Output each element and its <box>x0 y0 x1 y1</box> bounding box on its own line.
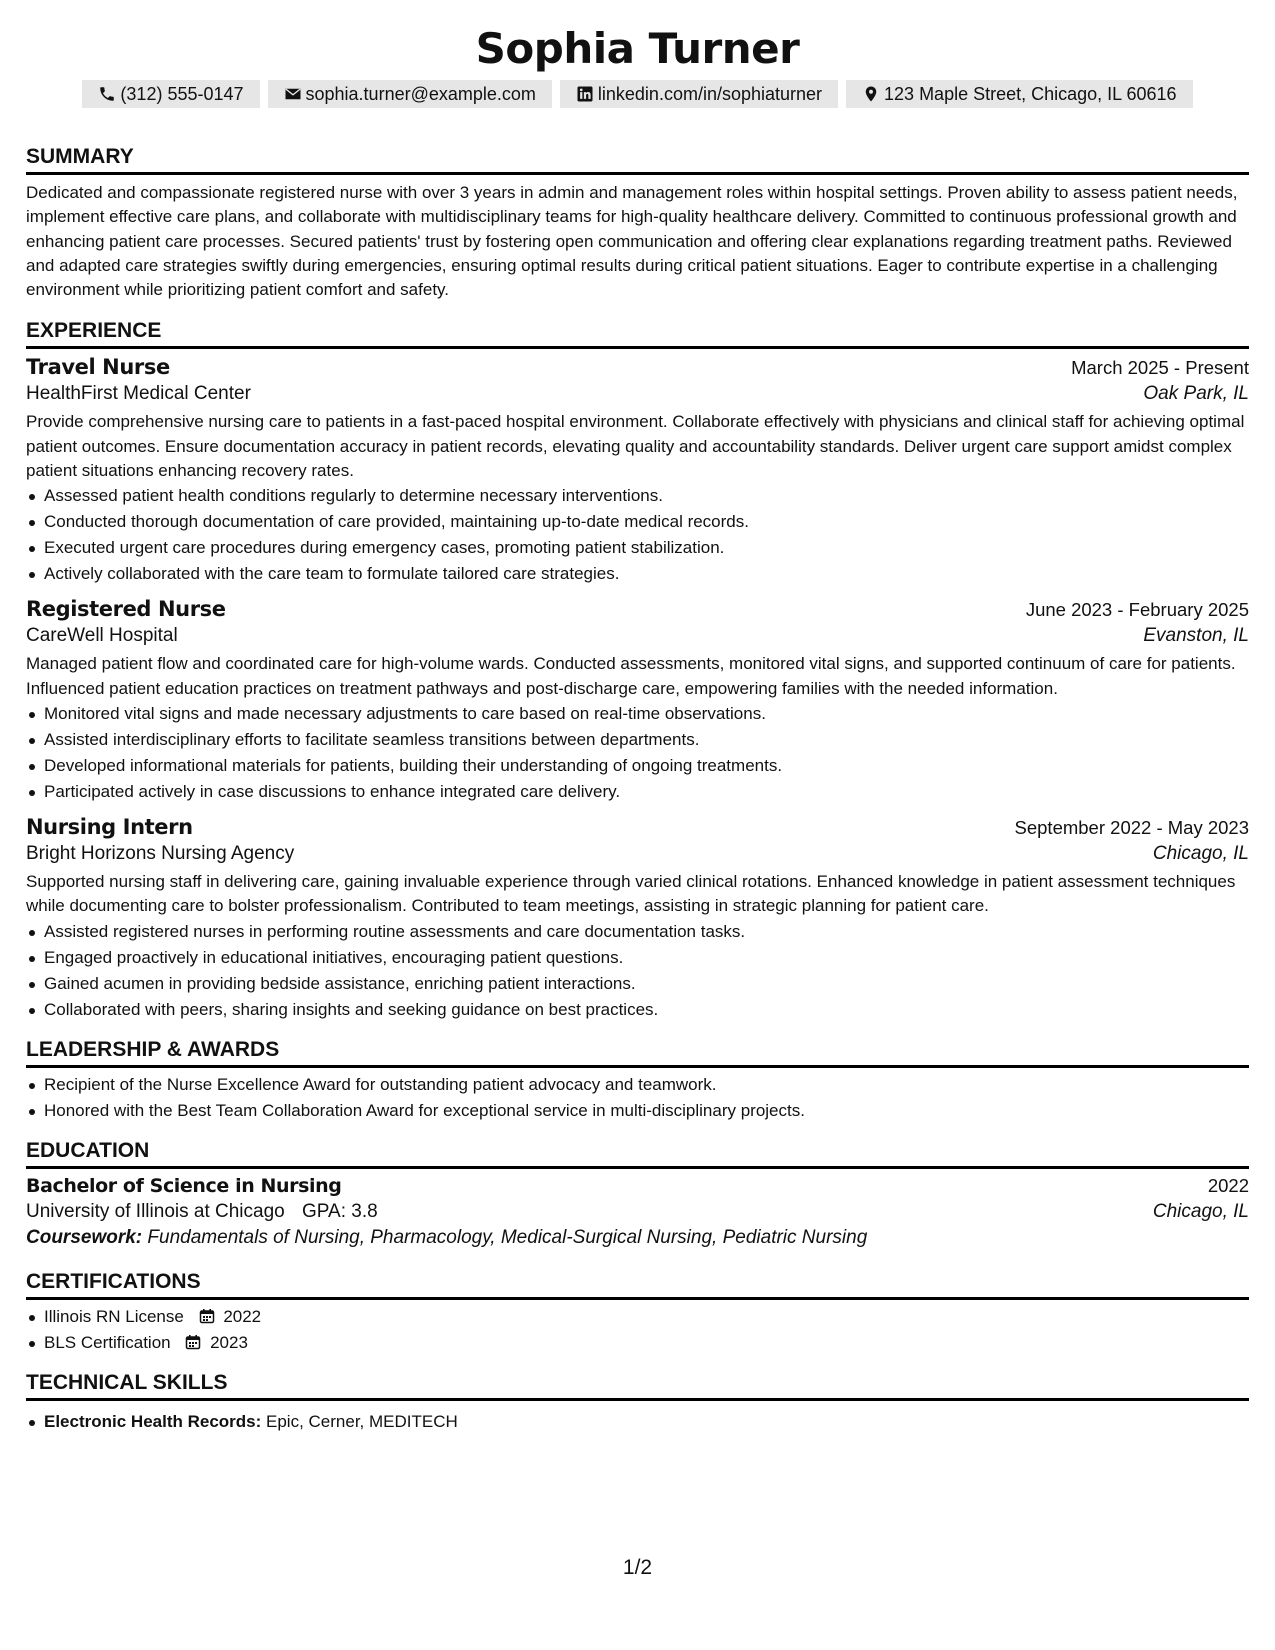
job-description: Supported nursing staff in delivering care, gaining invaluable experience through varied clinical rotations. Enhanced knowledge in patient assessment techniques while documenting care to bolster professionalism. Contributed to team meetings, assisting in strategic planning for patient care. <box>26 871 1236 916</box>
degree: Bachelor of Science in Nursing <box>26 1174 342 1197</box>
education-section <box>26 1138 1249 1249</box>
list-item <box>44 1409 1249 1435</box>
job-dates: September 2022 - May 2023 <box>1014 816 1249 838</box>
list-item: Developed informational materials for patients, building their understanding of ongoing treatments. <box>44 753 1249 779</box>
awards-list <box>26 1072 1249 1124</box>
list-item: Honored with the Best Team Collaboration Award for exceptional service in multi-disciplinary projects. <box>44 1098 1249 1124</box>
list-item: Monitored vital signs and made necessary adjustments to care based on real-time observations. <box>44 701 1249 727</box>
job-entry <box>26 355 1249 587</box>
job-dates: June 2023 - February 2025 <box>1025 599 1249 621</box>
job-description: Provide comprehensive nursing care to patients in a fast-paced hospital environment. Collaborate effectively with physicians and clinical staff for achieving optimal patient outcomes. Ensure documentation accuracy in patient records, elevating quality and accountability standards. Deliver urgent care support amidst complex patient situations enhancing recovery rates. <box>26 412 1245 481</box>
gpa: GPA: 3.8 <box>302 1200 378 1222</box>
contact-linkedin[interactable] <box>560 80 838 108</box>
map-pin-icon <box>862 85 880 103</box>
job-company: HealthFirst Medical Center <box>26 383 251 405</box>
candidate-name: Sophia Turner <box>475 24 800 73</box>
skills-section <box>26 1370 1249 1435</box>
resume-page <box>26 0 1249 1435</box>
job-bullets <box>26 919 1249 1023</box>
address-text: 123 Maple Street, Chicago, IL 60616 <box>884 83 1177 104</box>
contact-address[interactable] <box>846 80 1193 108</box>
section-title-experience: EXPERIENCE <box>26 318 1249 349</box>
calendar-icon <box>199 1308 215 1324</box>
cert-name: Illinois RN License <box>44 1306 184 1326</box>
job-description: Managed patient flow and coordinated care for high-volume wards. Conducted assessments, monitored vital signs, and supported continuum of care for patients. Influenced patient education practices on treatment pathways and post-discharge care, empowering families with the needed information. <box>26 654 1236 698</box>
linkedin-icon <box>576 85 594 103</box>
job-company: Bright Horizons Nursing Agency <box>26 842 295 864</box>
list-item: Assessed patient health conditions regularly to determine necessary interventions. <box>44 483 1249 509</box>
phone-text: (312) 555-0147 <box>120 83 244 104</box>
certifications-list <box>26 1304 1249 1356</box>
job-bullets <box>26 701 1249 805</box>
job-bullets <box>26 483 1249 587</box>
list-item: Recipient of the Nurse Excellence Award for outstanding patient advocacy and teamwork. <box>44 1072 1249 1098</box>
job-entry <box>26 597 1249 805</box>
job-entry <box>26 815 1249 1023</box>
job-dates: March 2025 - Present <box>1071 357 1249 379</box>
contact-phone[interactable] <box>82 80 259 108</box>
section-title-skills: TECHNICAL SKILLS <box>26 1370 1249 1401</box>
leadership-section <box>26 1037 1249 1124</box>
job-title: Travel Nurse <box>26 355 170 380</box>
coursework-label: Coursework: <box>26 1226 143 1248</box>
list-item: Assisted interdisciplinary efforts to facilitate seamless transitions between departments. <box>44 727 1249 753</box>
phone-icon <box>98 85 116 103</box>
skills-list <box>26 1409 1249 1435</box>
school-location: Chicago, IL <box>1152 1200 1249 1222</box>
list-item: Gained acumen in providing bedside assistance, enriching patient interactions. <box>44 971 1249 997</box>
list-item <box>44 1330 1249 1356</box>
list-item: Executed urgent care procedures during emergency cases, promoting patient stabilization. <box>44 535 1249 561</box>
job-company: CareWell Hospital <box>26 625 178 647</box>
section-title-certifications: CERTIFICATIONS <box>26 1269 1249 1300</box>
list-item: Assisted registered nurses in performing routine assessments and care documentation tasks. <box>44 919 1249 945</box>
page-number: 1/2 <box>622 1556 653 1579</box>
job-location: Oak Park, IL <box>1143 383 1249 405</box>
job-location: Chicago, IL <box>1152 842 1249 864</box>
list-item: Conducted thorough documentation of care provided, maintaining up-to-date medical records. <box>44 509 1249 535</box>
coursework <box>26 1227 1249 1249</box>
summary-section <box>26 144 1249 302</box>
envelope-icon <box>284 85 302 103</box>
calendar-icon <box>185 1334 201 1350</box>
job-title: Nursing Intern <box>26 814 193 839</box>
linkedin-text: linkedin.com/in/sophiaturner <box>597 83 823 104</box>
skill-value: Epic, Cerner, MEDITECH <box>266 1411 458 1431</box>
section-title-education: EDUCATION <box>26 1138 1249 1169</box>
cert-year: 2022 <box>223 1306 262 1326</box>
contact-bar <box>26 80 1249 108</box>
email-text: sophia.turner@example.com <box>305 83 536 104</box>
summary-text: Dedicated and compassionate registered nurse with over 3 years in admin and management roles within hospital settings. Proven ability to assess patient needs, implement effective care plans, and collaborate with multidisciplinary teams for high-quality healthcare delivery. Committed to continuous professional growth and enhancing patient care processes. Secured patients' trust by fostering open communication and offering clear explanations regarding treatment paths. Reviewed and adapted care strategies swiftly during emergencies, ensuring optimal results during critical patient situations. Eager to contribute expertise in a challenging environment while prioritizing patient comfort and safety. <box>26 183 1238 300</box>
job-location: Evanston, IL <box>1143 625 1249 647</box>
cert-name: BLS Certification <box>44 1332 171 1352</box>
job-title: Registered Nurse <box>26 597 226 622</box>
certifications-section <box>26 1269 1249 1356</box>
list-item: Engaged proactively in educational initiatives, encouraging patient questions. <box>44 945 1249 971</box>
list-item: Collaborated with peers, sharing insights and seeking guidance on best practices. <box>44 997 1249 1023</box>
coursework-list: Fundamentals of Nursing, Pharmacology, Medical-Surgical Nursing, Pediatric Nursing <box>147 1226 868 1248</box>
school-name: University of Illinois at Chicago <box>26 1200 285 1222</box>
list-item: Participated actively in case discussions to enhance integrated care delivery. <box>44 779 1249 805</box>
skill-label: Electronic Health Records: <box>44 1411 262 1431</box>
experience-section <box>26 318 1249 1022</box>
list-item: Actively collaborated with the care team to formulate tailored care strategies. <box>44 561 1249 587</box>
cert-year: 2023 <box>210 1332 248 1352</box>
list-item <box>44 1304 1249 1330</box>
graduation-year: 2022 <box>1207 1174 1249 1196</box>
section-title-summary: SUMMARY <box>26 144 1249 175</box>
section-title-leadership: LEADERSHIP & AWARDS <box>26 1037 1249 1068</box>
contact-email[interactable] <box>268 80 552 108</box>
